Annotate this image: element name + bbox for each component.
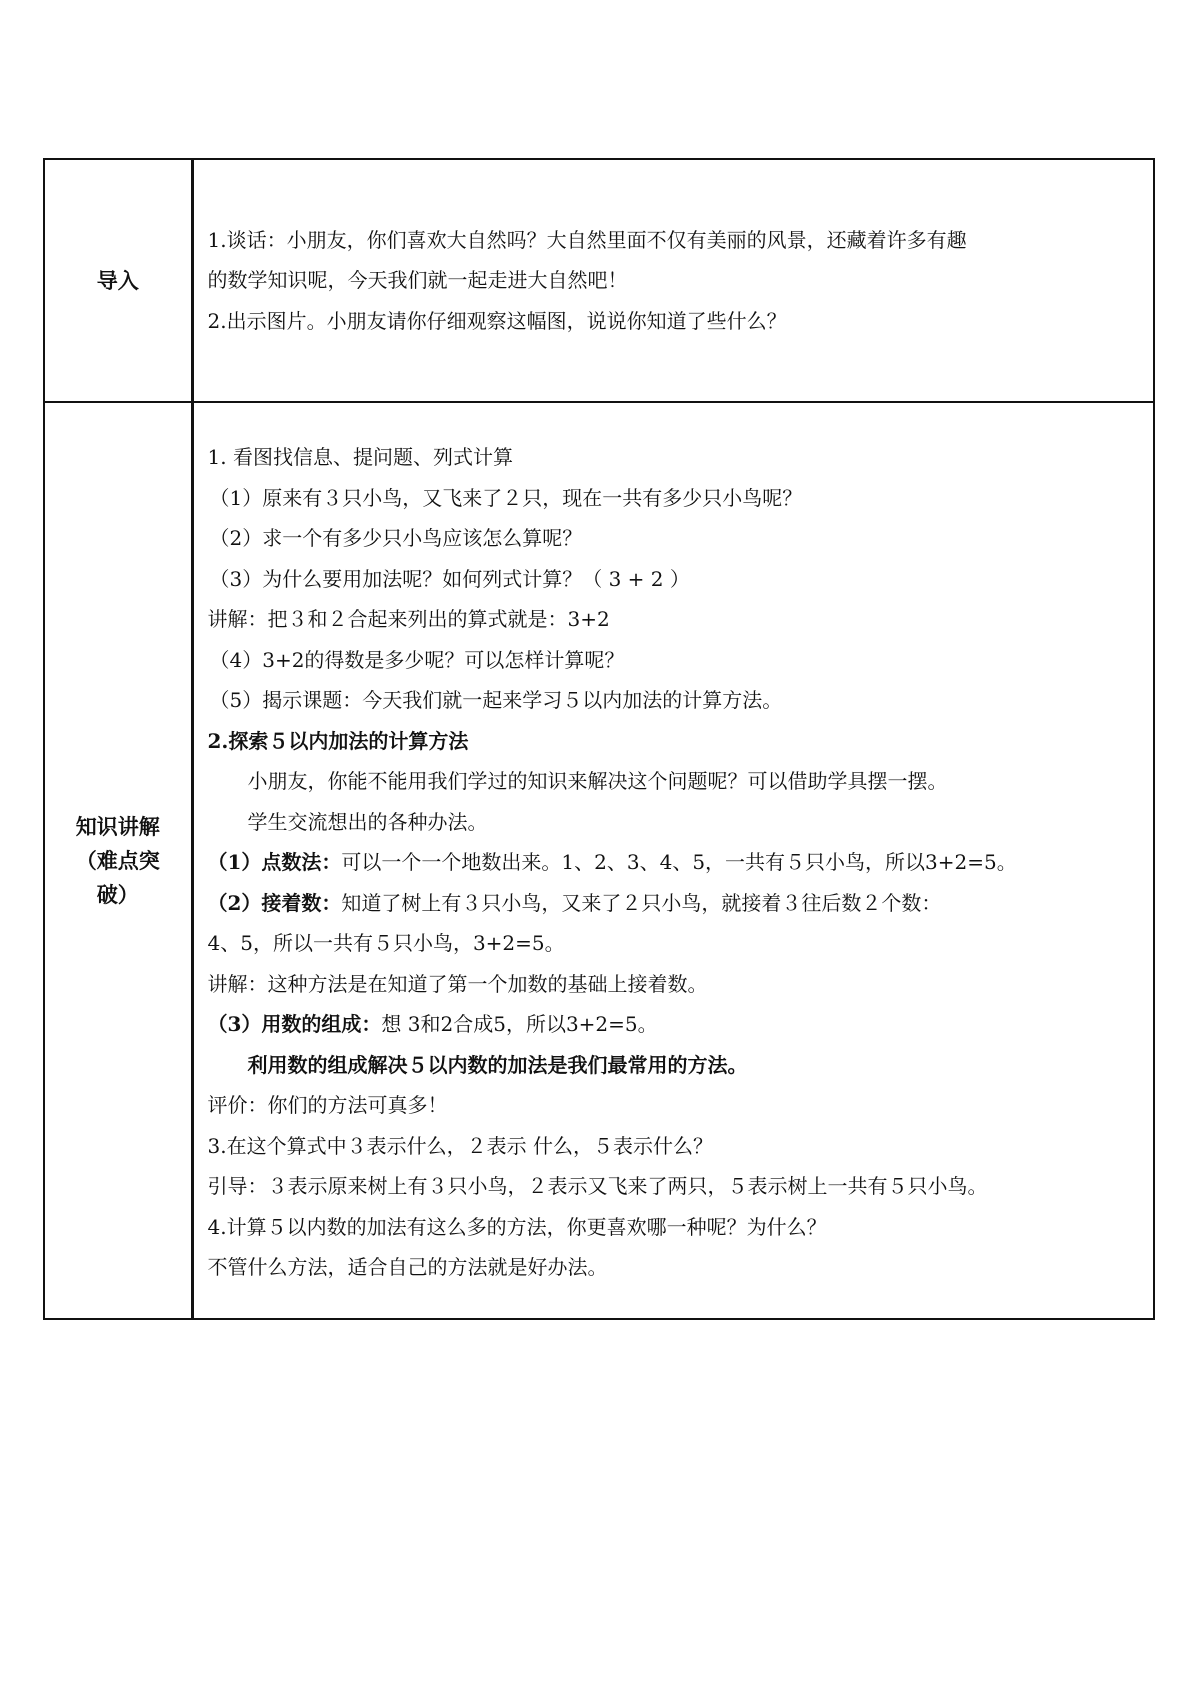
main-line-13: 4、5，所以一共有５只小鸟，3+2=5。 xyxy=(207,931,565,955)
intro-line-2: 的数学知识呢，今天我们就一起走进大自然吧！ xyxy=(207,268,628,293)
main-line-19: 引导：３表示原来树上有３只小鸟，２表示又飞来了两只，５表示树上一共有５只小鸟。 xyxy=(207,1174,988,1198)
intro-content-cell xyxy=(192,159,1154,402)
main-line-5: 讲解：把３和２合起来列出的算式就是：3+2 xyxy=(207,607,610,631)
method-2-text: 知道了树上有３只小鸟，又来了２只小鸟，就接着３往后数２个数： xyxy=(341,890,942,915)
main-line-1: 1. 看图找信息、提问题、列式计算 xyxy=(207,445,513,469)
intro-line-1: 1.谈话：小朋友，你们喜欢大自然吗？大自然里面不仅有美丽的风景，还藏着许多有趣 xyxy=(207,227,967,252)
main-line-7: （5）揭示课题：今天我们就一起来学习５以内加法的计算方法。 xyxy=(209,688,783,712)
method-2-title: （2）接着数： xyxy=(207,890,342,915)
main-line-2: （1）原来有３只小鸟，又飞来了２只，现在一共有多少只小鸟呢？ xyxy=(209,485,803,510)
main-line-20: 4.计算５以内数的加法有这么多的方法，你更喜欢哪一种呢？为什么？ xyxy=(207,1214,827,1239)
main-content-cell xyxy=(192,402,1154,1319)
intro-label-cell xyxy=(44,159,192,402)
main-line-15 xyxy=(208,1004,1144,1045)
intro-row xyxy=(44,159,1154,402)
main-line-12 xyxy=(208,883,1144,924)
method-1-text: 可以一个一个地数出来。1、2、3、4、5，一共有５只小鸟，所以3+2=5。 xyxy=(341,850,1017,874)
method-3-text: 想 3和2合成5，所以3+2=5。 xyxy=(381,1012,658,1036)
main-line-3: （2）求一个有多少只小鸟应该怎么算呢？ xyxy=(209,526,583,550)
method-1-title: （1）点数法： xyxy=(207,850,342,874)
main-line-4: （3）为什么要用加法呢？如何列式计算？（ 3 + 2 ） xyxy=(209,566,690,591)
main-line-17: 评价：你们的方法可真多！ xyxy=(207,1093,448,1117)
main-line-6: （4）3+2的得数是多少呢？可以怎样计算呢？ xyxy=(209,647,625,672)
main-row xyxy=(44,402,1154,1319)
intro-line-3: 2.出示图片。小朋友请你仔细观察这幅图，说说你知道了些什么？ xyxy=(207,308,787,333)
main-label-line-3: 破） xyxy=(96,882,139,907)
main-label-cell xyxy=(44,402,192,1319)
intro-label: 导入 xyxy=(96,268,139,293)
method-3-title: （3）用数的组成： xyxy=(207,1012,382,1036)
main-line-11 xyxy=(208,842,1144,883)
main-line-10: 学生交流想出的各种办法。 xyxy=(247,809,488,834)
lesson-plan-table xyxy=(43,158,1155,1320)
main-line-21: 不管什么方法，适合自己的方法就是好办法。 xyxy=(207,1255,608,1279)
main-line-18: 3.在这个算式中３表示什么，２表示 什么，５表示什么？ xyxy=(207,1133,713,1158)
main-line-14: 讲解：这种方法是在知道了第一个加数的基础上接着数。 xyxy=(207,971,708,996)
main-label-line-2: （难点突 xyxy=(75,848,160,873)
main-label-line-1: 知识讲解 xyxy=(75,814,160,839)
main-line-16: 利用数的组成解决５以内数的加法是我们最常用的方法。 xyxy=(247,1052,748,1077)
main-section-heading: 2.探索５以内加法的计算方法 xyxy=(207,728,469,753)
main-line-9: 小朋友，你能不能用我们学过的知识来解决这个问题呢？可以借助学具摆一摆。 xyxy=(247,769,948,793)
